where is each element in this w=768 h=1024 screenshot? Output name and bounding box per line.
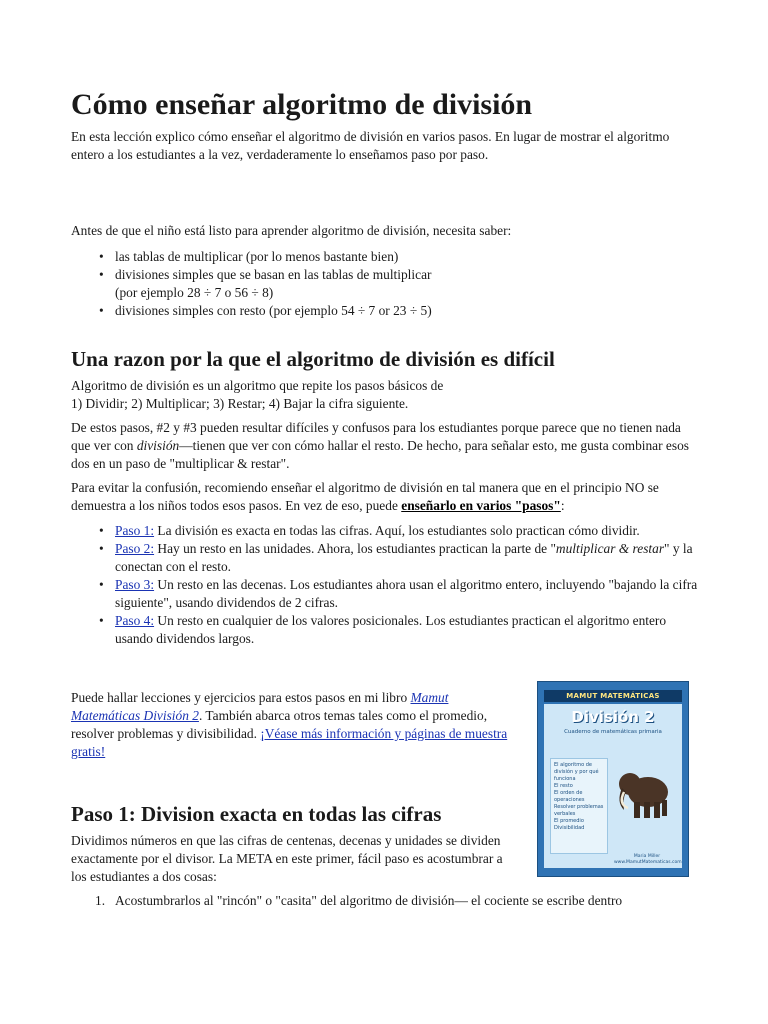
teach-in-steps-link[interactable]: enseñarlo en varios "pasos" xyxy=(401,498,561,513)
section-heading-difficult: Una razon por la que el algoritmo de división es difícil xyxy=(71,347,555,371)
prereq-intro: Antes de que el niño está listo para aprender algoritmo de división, necesita saber: xyxy=(71,223,512,238)
step-3-link[interactable]: Paso 3: xyxy=(115,577,155,592)
book-series-band: MAMUT MATEMÁTICAS xyxy=(544,690,682,702)
sample-pages-link[interactable]: ¡Véase más información y páginas de muestra gratis! xyxy=(71,726,508,759)
book-topic-list: El algoritmo de división y por qué funciona El resto El orden de operaciones Resolver problemas verbales El promedio Divisibilidad xyxy=(550,758,608,854)
book-author: Maria Miller www.MamutMatematicas.com xyxy=(614,854,682,865)
list-item: • Paso 2: Hay un resto en las unidades. Ahora, los estudiantes practican la parte de "multiplicar & restar" y la conectan con el resto. xyxy=(71,540,701,576)
book-cover-title: División 2 xyxy=(571,708,655,726)
steps-list xyxy=(71,522,701,648)
step-2-link[interactable]: Paso 2: xyxy=(115,541,155,556)
list-item: 1. Acostumbrarlos al "rincón" o "casita" del algoritmo de división— el cociente se escribe dentro xyxy=(95,893,623,908)
prereq-list xyxy=(71,248,701,320)
recommendation-paragraph: Para evitar la confusión, recomiendo enseñar el algoritmo de división en tal manera que en el principio NO se demuestra a los niños todos esos pasos. En vez de eso, puede enseñarlo en varios "pasos": xyxy=(71,480,659,513)
list-item: • Paso 1: La división es exacta en todas las cifras. Aquí, los estudiantes solo practican cómo dividir. xyxy=(71,522,701,540)
list-item: • Paso 4: Un resto en cualquier de los valores posicionales. Los estudiantes practican el algoritmo entero usando dividendos largos. xyxy=(71,612,701,648)
section-heading-step1: Paso 1: Division exacta en todas las cifras xyxy=(71,802,442,826)
page-title: Cómo enseñar algoritmo de división xyxy=(71,88,533,121)
book-cover-inner xyxy=(544,704,682,868)
mammoth-icon xyxy=(614,764,678,824)
list-item: • Paso 3: Un resto en las decenas. Los estudiantes ahora usan el algoritmo entero, incluyendo "bajando la cifra siguiente", usando dividendos de 2 cifras. xyxy=(71,576,701,612)
step1-paragraph: Dividimos números en que las cifras de centenas, decenas y unidades se dividen exactamente por el divisor. La META en este primer, fácil paso es acostumbrar a los estudiantes a dos cosas: xyxy=(71,833,503,884)
list-item: • divisiones simples con resto (por ejemplo 54 ÷ 7 or 23 ÷ 5) xyxy=(71,302,701,320)
intro-paragraph: En esta lección explico cómo enseñar el algoritmo de división en varios pasos. En lugar de mostrar el algoritmo entero a los estudiantes a la vez, verdaderamente lo enseñamos paso por paso. xyxy=(71,129,670,162)
confusion-paragraph: De estos pasos, #2 y #3 pueden resultar difíciles y confusos para los estudiantes porque parece que no tienen nada que ver con división—tienen que ver con cómo hallar el resto. De hecho, para señalar esto, me gusta combinar esos dos en un paso de "multiplicar & restar". xyxy=(71,420,689,471)
book-title-link[interactable]: Mamut Matemáticas División 2 xyxy=(71,690,449,723)
list-item: • divisiones simples que se basan en las tablas de multiplicar (por ejemplo 28 ÷ 7 o 56 ÷ 8) xyxy=(71,266,701,302)
book-cover-subtitle: Cuaderno de matemáticas primaria xyxy=(564,729,662,735)
book-promo-paragraph: Puede hallar lecciones y ejercicios para estos pasos en mi libro Mamut Matemáticas División 2. También abarca otros temas tales como el promedio, resolver problemas y divisibilidad. ¡Véase más información y páginas de muestra gratis! xyxy=(71,690,508,759)
step-1-link[interactable]: Paso 1: xyxy=(115,523,155,538)
steps-intro-paragraph: Algoritmo de división es un algoritmo que repite los pasos básicos de 1) Dividir; 2) Multiplicar; 3) Restar; 4) Bajar la cifra siguiente. xyxy=(71,378,444,411)
division-emphasis: división xyxy=(136,438,180,453)
step-4-link[interactable]: Paso 4: xyxy=(115,613,155,628)
book-cover-image[interactable] xyxy=(537,681,689,877)
list-item: • las tablas de multiplicar (por lo menos bastante bien) xyxy=(71,248,701,266)
step1-list xyxy=(71,892,701,910)
